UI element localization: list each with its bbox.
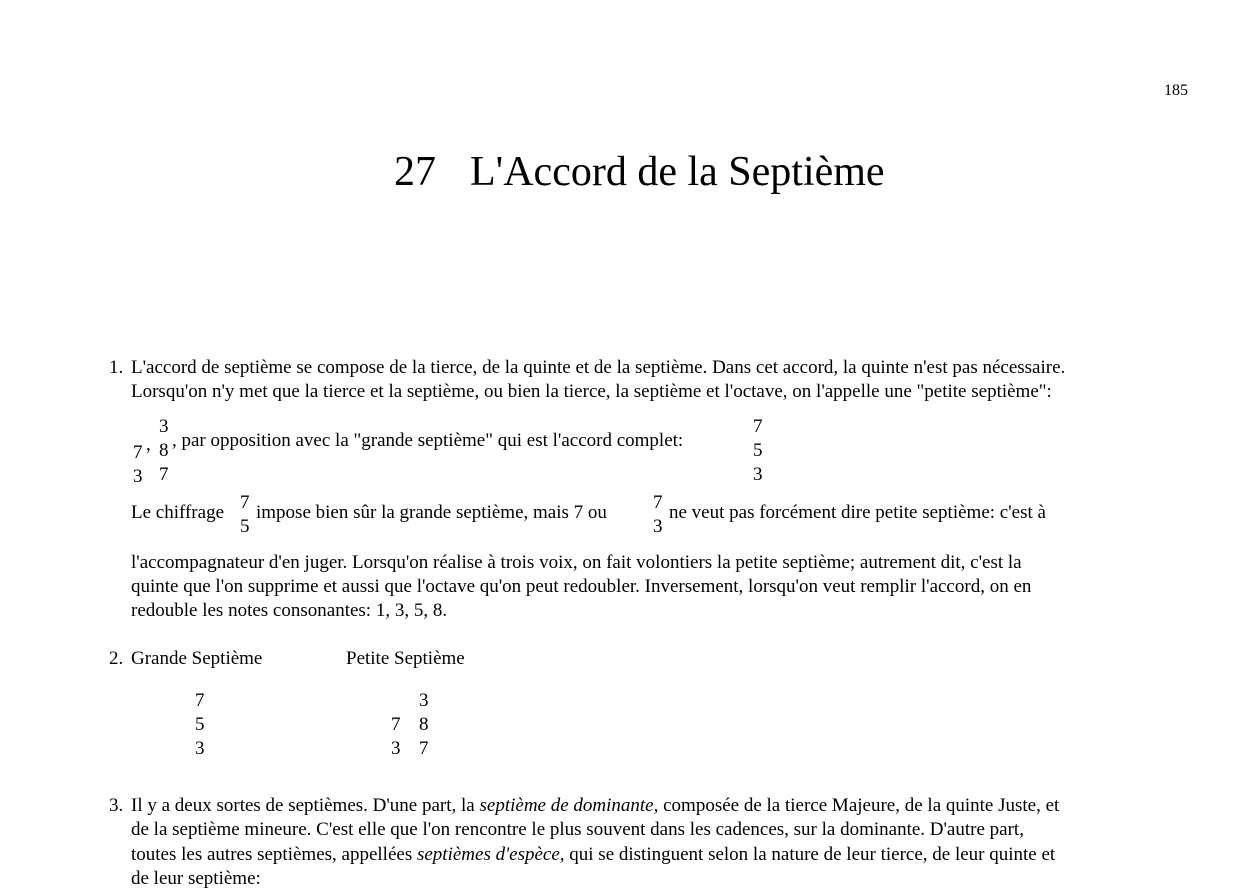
figure-three-eight-seven [159, 415, 169, 487]
figure-digit: 7 [240, 492, 250, 513]
p3-line-1 [131, 794, 1059, 818]
p3-text: composée de la tierce Majeure, de la quinte Juste, et [658, 795, 1060, 816]
chapter-number: 27 [394, 149, 436, 195]
p1-line-7: redouble les notes consonantes: 1, 3, 5, 8. [131, 600, 448, 621]
petite-septieme-figure-b [419, 689, 429, 761]
figure-digit: 3 [195, 738, 205, 759]
p3-emphasis-espece: septièmes d'espèce, [416, 844, 565, 865]
figure-digit: 3 [391, 738, 401, 759]
figure-digit: 8 [159, 440, 169, 461]
figure-digit: 5 [753, 440, 763, 461]
p1-line-4b: impose bien sûr la grande septième, mais 7 ou [256, 502, 607, 523]
p1-line-4a: Le chiffrage [131, 502, 225, 523]
figure-digit: 3 [133, 466, 143, 487]
figure-digit: 7 [391, 714, 401, 735]
figure-digit: 3 [159, 416, 169, 437]
p1-line-1: L'accord de septième se compose de la tierce, de la quinte et de la septième. Dans cet accord, la quinte n'est pas nécessaire. [131, 357, 1066, 378]
p3-line-4: de leur septième: [131, 868, 261, 889]
figure-digit: 7 [159, 464, 169, 485]
p3-line-3 [131, 843, 1055, 867]
figure-seven-three-inline [653, 491, 663, 539]
petite-septieme-figure-a [391, 713, 401, 761]
figure-digit: 5 [195, 714, 205, 735]
figure-digit: 3 [753, 464, 763, 485]
figure-seven-five-three [753, 415, 763, 487]
p3-emphasis-dominante: septième de dominante, [479, 795, 659, 816]
p1-line-5: l'accompagnateur d'en juger. Lorsqu'on réalise à trois voix, on fait volontiers la petite septième; autrement dit, c'est la [131, 552, 1022, 573]
p1-line-4c: ne veut pas forcément dire petite septième: c'est à [669, 502, 1046, 523]
chapter-heading [394, 148, 885, 196]
figure-comma: , [146, 434, 151, 455]
figure-digit: 7 [195, 690, 205, 711]
figure-seven-three [133, 441, 143, 489]
p2-marker: 2. [109, 648, 124, 669]
figure-digit: 7 [653, 492, 663, 513]
grande-septieme-label: Grande Septième [131, 648, 263, 669]
figure-digit: 7 [419, 738, 429, 759]
p1-marker: 1. [109, 357, 124, 378]
page-number: 185 [1164, 82, 1188, 99]
p3-text: toutes les autres septièmes, appellées [131, 844, 417, 865]
figure-digit: 5 [240, 516, 250, 537]
p1-line-6: quinte que l'on supprime et aussi que l'octave qu'on peut redoubler. Inversement, lorsqu'on veut remplir l'accord, on en [131, 576, 1032, 597]
figure-digit: 3 [653, 516, 663, 537]
figure-digit: 8 [419, 714, 429, 735]
p3-text: qui se distinguent selon la nature de leur tierce, de leur quinte et [564, 844, 1056, 865]
figure-digit: 7 [753, 416, 763, 437]
figure-seven-five [240, 491, 250, 539]
figure-digit: 7 [133, 442, 143, 463]
p1-line-2: Lorsqu'on n'y met que la tierce et la septième, ou bien la tierce, la septième et l'octave, on l'appelle une "petite septième": [131, 381, 1052, 402]
p1-line-3: , par opposition avec la "grande septième" qui est l'accord complet: [172, 430, 684, 451]
chapter-title: L'Accord de la Septième [470, 149, 885, 195]
figure-digit: 3 [419, 690, 429, 711]
p3-marker: 3. [109, 795, 124, 816]
p3-line-2: de la septième mineure. C'est elle que l'on rencontre le plus souvent dans les cadences, sur la dominante. D'autre part, [131, 819, 1024, 840]
petite-septieme-label: Petite Septième [346, 648, 465, 669]
p3-text: Il y a deux sortes de septièmes. D'une part, la [131, 795, 480, 816]
grande-septieme-figure [195, 689, 205, 761]
